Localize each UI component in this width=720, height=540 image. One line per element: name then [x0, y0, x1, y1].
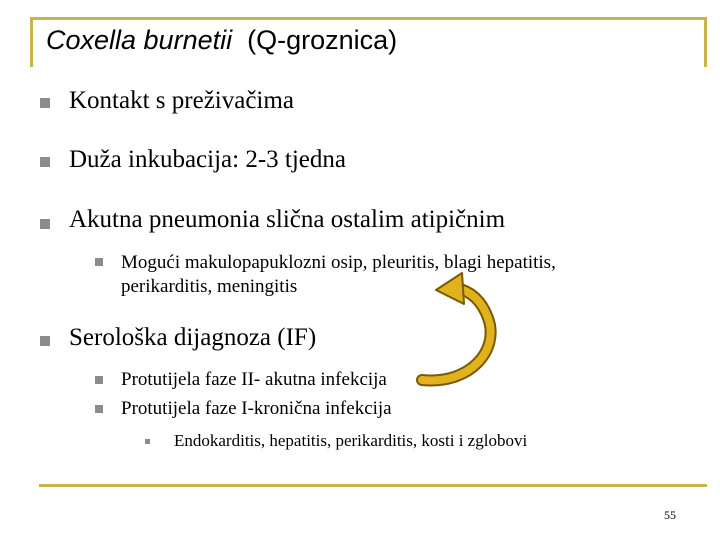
title-disease: (Q-groznica) — [247, 25, 398, 55]
sub-bullet-text-1-line2: perikarditis, meningitis — [121, 276, 298, 297]
sub-bullet-text-1-line1: Mogući makulopapuklozni osip, pleuritis, blagi hepatitis, — [121, 252, 556, 273]
sub-sub-bullet-text-1: Endokarditis, hepatitis, perikarditis, kosti i zglobovi — [174, 431, 528, 450]
bullet-text-2: Duža inkubacija: 2-3 tjedna — [69, 146, 346, 173]
bullet-text-3: Akutna pneumonia slična ostalim atipičnim — [69, 206, 506, 233]
bottom-divider — [39, 484, 707, 487]
title-organism: Coxella burnetii — [46, 25, 233, 55]
bullet-text-1: Kontakt s preživačima — [69, 87, 294, 114]
page-number: 55 — [664, 508, 676, 522]
sub-bullet-text-2: Protutijela faze II- akutna infekcija — [121, 369, 387, 390]
sub-bullet-text-3: Protutijela faze I-kronična infekcija — [121, 398, 392, 419]
bullet-text-4: Serološka dijagnoza (IF) — [69, 324, 317, 351]
